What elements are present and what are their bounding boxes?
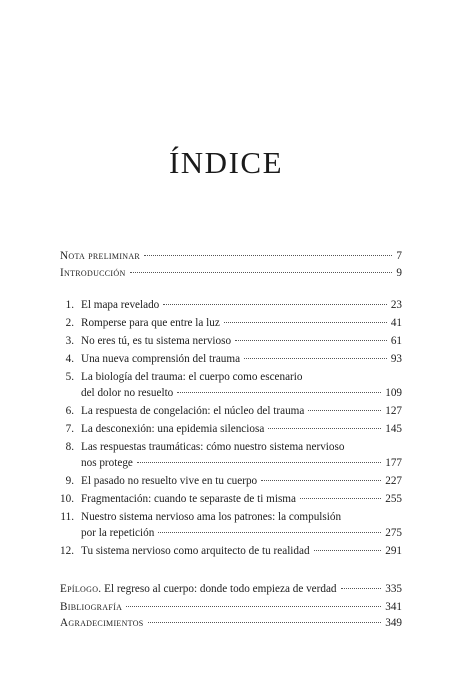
dot-leader: [163, 304, 387, 305]
chapter-page: 291: [385, 545, 402, 557]
chapter-page: 109: [385, 387, 402, 399]
toc-entry-label: Agradecimientos: [60, 617, 144, 629]
chapter-page: 227: [385, 475, 402, 487]
toc-entry-chapter-2[interactable]: [60, 317, 402, 330]
toc-entry-label: Nota preliminar: [60, 250, 141, 262]
dot-leader: [130, 272, 393, 273]
dot-leader: [158, 532, 381, 533]
chapter-number: 1.: [65, 299, 74, 311]
toc-entry-introduccion[interactable]: [60, 267, 402, 280]
toc-entry-page: 349: [385, 617, 402, 629]
dot-leader: [126, 606, 381, 607]
toc-entry-agradecimientos[interactable]: [60, 617, 402, 630]
chapter-number: 10.: [60, 493, 74, 505]
chapter-title: Fragmentación: cuando te separaste de ti misma: [81, 493, 296, 505]
chapter-title: La biología del trauma: el cuerpo como escenario: [81, 371, 303, 383]
toc-entry-epilogo[interactable]: [60, 583, 402, 596]
chapter-number: 12.: [60, 545, 74, 557]
chapter-page: 255: [385, 493, 402, 505]
toc-entry-chapter-11-line-1[interactable]: [60, 511, 341, 524]
dot-leader: [244, 358, 387, 359]
toc-entry-chapter-6[interactable]: [60, 405, 402, 418]
chapter-number: 9.: [65, 475, 74, 487]
chapter-number: 4.: [65, 353, 74, 365]
chapter-title: Romperse para que entre la luz: [81, 317, 220, 329]
chapter-title: El pasado no resuelto vive en tu cuerpo: [81, 475, 258, 487]
toc-entry-chapter-5-line-1[interactable]: [60, 371, 302, 384]
dot-leader: [341, 588, 382, 589]
chapter-title: Una nueva comprensión del trauma: [81, 353, 241, 365]
dot-leader: [137, 462, 381, 463]
toc-entry-chapter-5-line-2[interactable]: [81, 387, 402, 400]
dot-leader: [268, 428, 381, 429]
chapter-title: Las respuestas traumáticas: cómo nuestro sistema nervioso: [81, 441, 345, 453]
chapter-number: 5.: [65, 371, 74, 383]
toc-entry-chapter-1[interactable]: [60, 299, 402, 312]
toc-entry-label: Introducción: [60, 267, 126, 279]
dot-leader: [300, 498, 381, 499]
chapter-page: 275: [385, 527, 402, 539]
toc-entry-chapter-8-line-2[interactable]: [81, 457, 402, 470]
chapter-page: 61: [390, 335, 402, 347]
toc-entry-label: Bibliografía: [60, 601, 123, 613]
toc-entry-page: 7: [396, 250, 402, 262]
toc-entry-chapter-10[interactable]: [60, 493, 402, 506]
dot-leader: [314, 550, 382, 551]
toc-entry-chapter-4[interactable]: [60, 353, 402, 366]
dot-leader: [144, 255, 392, 256]
toc-entry-chapter-12[interactable]: [60, 545, 402, 558]
toc-entry-chapter-8-line-1[interactable]: [60, 441, 344, 454]
chapter-number: 3.: [65, 335, 74, 347]
chapter-number: 7.: [65, 423, 74, 435]
chapter-title: La respuesta de congelación: el núcleo del trauma: [81, 405, 305, 417]
toc-entry-chapter-7[interactable]: [60, 423, 402, 436]
chapter-title: El mapa revelado: [81, 299, 160, 311]
chapter-title-continued: nos protege: [81, 457, 133, 469]
chapter-number: 11.: [60, 511, 74, 523]
chapter-number: 2.: [65, 317, 74, 329]
toc-entry-chapter-11-line-2[interactable]: [81, 527, 402, 540]
toc-entry-label-smallcaps: Epílogo.: [60, 583, 102, 595]
toc-entry-page: 341: [385, 601, 402, 613]
chapter-page: 93: [390, 353, 402, 365]
toc-entry-page: 335: [385, 583, 402, 595]
chapter-page: 23: [390, 299, 402, 311]
toc-entry-nota-preliminar[interactable]: [60, 250, 402, 263]
dot-leader: [148, 622, 382, 623]
dot-leader: [235, 340, 387, 341]
chapter-title: Nuestro sistema nervioso ama los patrones: la compulsión: [81, 511, 342, 523]
toc-entry-bibliografia[interactable]: [60, 601, 402, 614]
dot-leader: [308, 410, 381, 411]
chapter-title: La desconexión: una epidemia silenciosa: [81, 423, 265, 435]
toc-entry-page: 9: [396, 267, 402, 279]
chapter-number: 8.: [65, 441, 74, 453]
chapter-number: 6.: [65, 405, 74, 417]
chapter-title-continued: por la repetición: [81, 527, 155, 539]
chapter-title-continued: del dolor no resuelto: [81, 387, 174, 399]
chapter-title: Tu sistema nervioso como arquitecto de tu realidad: [81, 545, 310, 557]
toc-entry-chapter-9[interactable]: [60, 475, 402, 488]
chapter-page: 145: [385, 423, 402, 435]
chapter-title: No eres tú, es tu sistema nervioso: [81, 335, 232, 347]
toc-entry-chapter-3[interactable]: [60, 335, 402, 348]
dot-leader: [177, 392, 381, 393]
chapter-page: 127: [385, 405, 402, 417]
chapter-page: 177: [385, 457, 402, 469]
toc-entry-label: El regreso al cuerpo: donde todo empieza de verdad: [101, 583, 337, 595]
chapter-page: 41: [390, 317, 402, 329]
page-title: ÍNDICE: [168, 145, 284, 180]
dot-leader: [261, 480, 381, 481]
dot-leader: [224, 322, 387, 323]
